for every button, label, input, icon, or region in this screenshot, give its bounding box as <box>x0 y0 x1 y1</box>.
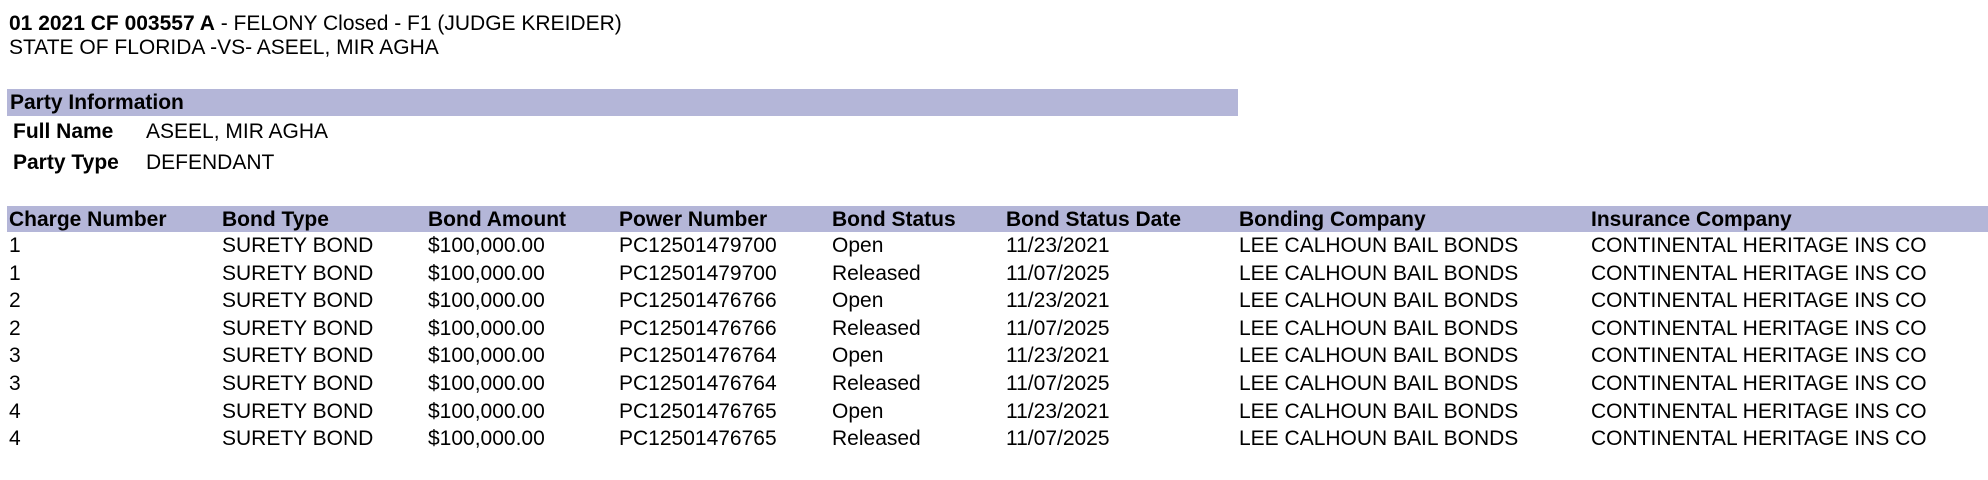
power-number-cell: PC12501479700 <box>619 261 777 285</box>
column-header-insurance-company: Insurance Company <box>1591 208 1792 231</box>
bond-status-date-cell: 11/07/2025 <box>1006 261 1110 285</box>
column-header-charge-number: Charge Number <box>9 208 167 231</box>
bond-amount-cell: $100,000.00 <box>428 344 545 368</box>
bond-type-cell: SURETY BOND <box>222 289 374 313</box>
power-number-cell: PC12501476766 <box>619 316 777 340</box>
bonding-company-cell: LEE CALHOUN BAIL BONDS <box>1239 261 1519 285</box>
power-number-cell: PC12501476765 <box>619 427 777 451</box>
bonding-company-cell: LEE CALHOUN BAIL BONDS <box>1239 316 1519 340</box>
bond-status-cell: Released <box>832 427 921 451</box>
insurance-company-cell: CONTINENTAL HERITAGE INS CO <box>1591 344 1927 368</box>
bond-status-cell: Open <box>832 289 884 313</box>
bond-type-cell: SURETY BOND <box>222 234 374 257</box>
bonding-company-cell: LEE CALHOUN BAIL BONDS <box>1239 371 1519 395</box>
column-header-power-number: Power Number <box>619 208 768 231</box>
bond-table-header <box>7 206 1988 232</box>
power-number-cell: PC12501476764 <box>619 371 777 395</box>
case-header <box>9 12 622 60</box>
bond-table <box>7 206 1988 453</box>
charge-number-cell: 3 <box>9 344 21 368</box>
party-type-value: DEFENDANT <box>146 151 275 174</box>
bond-amount-cell: $100,000.00 <box>428 261 545 285</box>
insurance-company-cell: CONTINENTAL HERITAGE INS CO <box>1591 289 1927 313</box>
charge-number-cell: 2 <box>9 316 21 340</box>
column-header-bond-status-date: Bond Status Date <box>1006 208 1182 231</box>
insurance-company-cell: CONTINENTAL HERITAGE INS CO <box>1591 427 1927 451</box>
insurance-company-cell: CONTINENTAL HERITAGE INS CO <box>1591 399 1927 423</box>
bonding-company-cell: LEE CALHOUN BAIL BONDS <box>1239 289 1519 313</box>
bond-status-cell: Open <box>832 344 884 368</box>
power-number-cell: PC12501479700 <box>619 234 777 257</box>
bond-status-date-cell: 11/23/2021 <box>1006 289 1110 313</box>
bond-status-cell: Open <box>832 234 884 257</box>
table-row <box>7 342 1988 370</box>
charge-number-cell: 1 <box>9 261 21 285</box>
table-row <box>7 370 1988 398</box>
party-type-label: Party Type <box>13 151 119 174</box>
party-information-heading: Party Information <box>7 89 1238 116</box>
bond-status-date-cell: 11/07/2025 <box>1006 316 1110 340</box>
table-row <box>7 260 1988 288</box>
bond-status-date-cell: 11/23/2021 <box>1006 344 1110 368</box>
full-name-value: ASEEL, MIR AGHA <box>146 120 329 143</box>
bond-amount-cell: $100,000.00 <box>428 371 545 395</box>
bonding-company-cell: LEE CALHOUN BAIL BONDS <box>1239 399 1519 423</box>
case-summary-line <box>9 12 622 36</box>
table-row <box>7 287 1988 315</box>
charge-number-cell: 1 <box>9 234 21 257</box>
bond-type-cell: SURETY BOND <box>222 427 374 451</box>
table-row <box>7 232 1988 260</box>
bond-status-date-cell: 11/23/2021 <box>1006 399 1110 423</box>
case-title: STATE OF FLORIDA -VS- ASEEL, MIR AGHA <box>9 36 439 59</box>
bond-type-cell: SURETY BOND <box>222 344 374 368</box>
case-description: - FELONY Closed - F1 (JUDGE KREIDER) <box>214 12 622 35</box>
bonding-company-cell: LEE CALHOUN BAIL BONDS <box>1239 427 1519 451</box>
bond-type-cell: SURETY BOND <box>222 399 374 423</box>
column-header-bond-amount: Bond Amount <box>428 208 567 231</box>
insurance-company-cell: CONTINENTAL HERITAGE INS CO <box>1591 316 1927 340</box>
bond-type-cell: SURETY BOND <box>222 261 374 285</box>
bond-status-date-cell: 11/07/2025 <box>1006 371 1110 395</box>
case-number: 01 2021 CF 003557 A <box>9 12 215 35</box>
power-number-cell: PC12501476765 <box>619 399 777 423</box>
bond-status-cell: Open <box>832 399 884 423</box>
full-name-label: Full Name <box>13 120 114 143</box>
charge-number-cell: 4 <box>9 399 21 423</box>
bond-type-cell: SURETY BOND <box>222 316 374 340</box>
bond-amount-cell: $100,000.00 <box>428 234 545 257</box>
bond-status-cell: Released <box>832 371 921 395</box>
insurance-company-cell: CONTINENTAL HERITAGE INS CO <box>1591 261 1927 285</box>
bonding-company-cell: LEE CALHOUN BAIL BONDS <box>1239 234 1519 257</box>
charge-number-cell: 2 <box>9 289 21 313</box>
column-header-bond-status: Bond Status <box>832 208 956 231</box>
table-row <box>7 398 1988 426</box>
bond-status-date-cell: 11/23/2021 <box>1006 234 1110 257</box>
charge-number-cell: 3 <box>9 371 21 395</box>
bond-status-cell: Released <box>832 261 921 285</box>
power-number-cell: PC12501476764 <box>619 344 777 368</box>
column-header-bond-type: Bond Type <box>222 208 329 231</box>
power-number-cell: PC12501476766 <box>619 289 777 313</box>
table-row <box>7 315 1988 343</box>
bond-status-date-cell: 11/07/2025 <box>1006 427 1110 451</box>
bond-table-body <box>7 232 1988 453</box>
charge-number-cell: 4 <box>9 427 21 451</box>
bond-amount-cell: $100,000.00 <box>428 289 545 313</box>
column-header-bonding-company: Bonding Company <box>1239 208 1426 231</box>
bond-amount-cell: $100,000.00 <box>428 427 545 451</box>
bond-amount-cell: $100,000.00 <box>428 316 545 340</box>
bonding-company-cell: LEE CALHOUN BAIL BONDS <box>1239 344 1519 368</box>
bond-type-cell: SURETY BOND <box>222 371 374 395</box>
bond-amount-cell: $100,000.00 <box>428 399 545 423</box>
insurance-company-cell: CONTINENTAL HERITAGE INS CO <box>1591 371 1927 395</box>
table-row <box>7 425 1988 453</box>
insurance-company-cell: CONTINENTAL HERITAGE INS CO <box>1591 234 1927 257</box>
bond-status-cell: Released <box>832 316 921 340</box>
